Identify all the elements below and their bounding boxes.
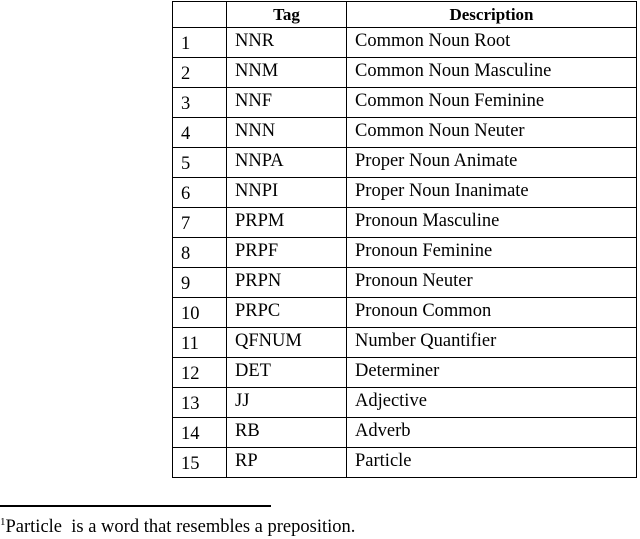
row-description: Particle: [347, 448, 637, 478]
row-description: Adverb: [347, 418, 637, 448]
row-number: 5: [173, 148, 227, 178]
row-tag: DET: [227, 358, 347, 388]
table-row: [173, 448, 637, 478]
row-description: Determiner: [347, 358, 637, 388]
table-header-row: [173, 2, 637, 28]
table-row: [173, 118, 637, 148]
table-row: [173, 298, 637, 328]
row-number: 7: [173, 208, 227, 238]
row-tag: QFNUM: [227, 328, 347, 358]
row-number: 10: [173, 298, 227, 328]
row-description: Pronoun Feminine: [347, 238, 637, 268]
table-row: [173, 58, 637, 88]
header-number: [173, 2, 227, 28]
row-description: Pronoun Masculine: [347, 208, 637, 238]
table-row: [173, 328, 637, 358]
row-number: 14: [173, 418, 227, 448]
row-tag: PRPN: [227, 268, 347, 298]
row-number: 1: [173, 28, 227, 58]
row-tag: RB: [227, 418, 347, 448]
row-number: 13: [173, 388, 227, 418]
row-description: Proper Noun Inanimate: [347, 178, 637, 208]
row-number: 12: [173, 358, 227, 388]
row-description: Common Noun Neuter: [347, 118, 637, 148]
row-tag: NNF: [227, 88, 347, 118]
footnote: [0, 516, 355, 538]
row-tag: RP: [227, 448, 347, 478]
row-description: Pronoun Common: [347, 298, 637, 328]
footnote-divider: [0, 505, 271, 507]
row-tag: PRPF: [227, 238, 347, 268]
pos-tagset-table: [172, 1, 637, 478]
row-description: Common Noun Masculine: [347, 58, 637, 88]
row-description: Adjective: [347, 388, 637, 418]
row-description: Proper Noun Animate: [347, 148, 637, 178]
row-number: 2: [173, 58, 227, 88]
row-number: 8: [173, 238, 227, 268]
row-number: 9: [173, 268, 227, 298]
row-description: Common Noun Root: [347, 28, 637, 58]
row-tag: NNPI: [227, 178, 347, 208]
table-row: [173, 238, 637, 268]
row-number: 4: [173, 118, 227, 148]
row-tag: NNM: [227, 58, 347, 88]
row-tag: NNPA: [227, 148, 347, 178]
row-description: Pronoun Neuter: [347, 268, 637, 298]
table-row: [173, 178, 637, 208]
row-tag: NNN: [227, 118, 347, 148]
table-row: [173, 388, 637, 418]
table-row: [173, 358, 637, 388]
row-tag: JJ: [227, 388, 347, 418]
row-number: 11: [173, 328, 227, 358]
row-number: 3: [173, 88, 227, 118]
table-row: [173, 418, 637, 448]
table-row: [173, 28, 637, 58]
row-tag: PRPC: [227, 298, 347, 328]
footnote-text: Particle is a word that resembles a preposition.: [5, 517, 356, 537]
table-row: [173, 88, 637, 118]
header-description: Description: [347, 2, 637, 28]
header-tag: Tag: [227, 2, 347, 28]
row-tag: NNR: [227, 28, 347, 58]
row-number: 6: [173, 178, 227, 208]
row-description: Common Noun Feminine: [347, 88, 637, 118]
table-row: [173, 268, 637, 298]
footnote-marker: 1: [0, 516, 6, 528]
row-tag: PRPM: [227, 208, 347, 238]
row-description: Number Quantifier: [347, 328, 637, 358]
table-row: [173, 148, 637, 178]
row-number: 15: [173, 448, 227, 478]
table-row: [173, 208, 637, 238]
